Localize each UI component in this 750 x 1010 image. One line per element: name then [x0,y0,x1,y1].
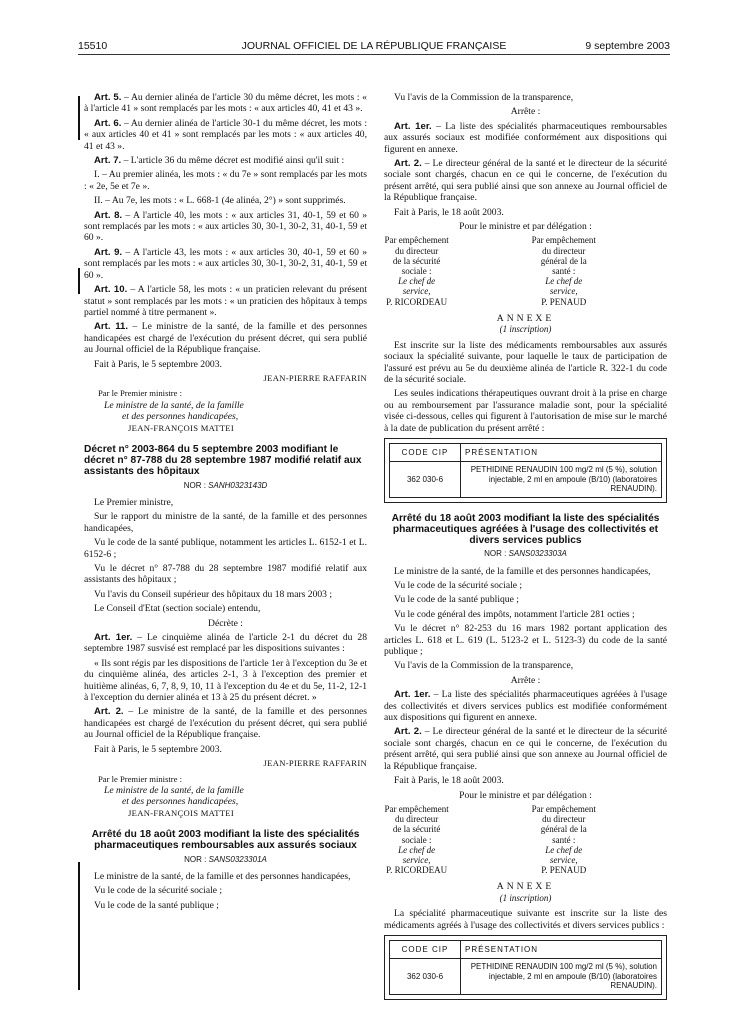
table-row [390,462,662,497]
signatory-name: P. PENAUD [541,296,587,307]
signature: JEAN-PIERRE RAFFARIN [263,758,367,769]
visa: Vu le code de la sécurité sociale ; [394,580,523,591]
article-text: – Au dernier alinéa de l'article 30 du même décret, les mots : « à l'article 41 » sont remplacés par les mots : « aux articles 40, 41 et 43 ». [84,92,367,115]
signatories [384,804,667,875]
nor-reference [84,854,367,865]
article-label: Art. 11. [94,321,129,333]
nor-label: NOR : [183,480,209,490]
visa: Le Conseil d'Etat (section sociale) entendu, [94,603,261,615]
nor-label: NOR : [184,854,209,864]
article-text: – A l'article 58, les mots : « un praticien relevant du présent statut » sont remplacés par les mots : « un praticien des hôpitaux à temps partiel nommé à titre permanent ». [84,284,367,318]
arrete-article-2 [384,726,667,772]
annexe-heading: ANNEXE [496,881,555,893]
article-label: Art. 6. [94,117,122,129]
article-text: – Le ministre de la santé, de la famille et des personnes handicapées est chargé de l'exécution du présent décret, qui sera publié au Journal officiel de la République française. [84,321,367,356]
visa: Sur le rapport du ministre de la santé, de la famille et des personnes handicapées, [84,511,367,534]
article-6 [84,118,367,152]
arrete-article-2 [384,158,667,204]
table-header: PRÉSENTATION [461,940,662,958]
right-column [384,92,667,1010]
article-label: Art. 2. [394,726,422,738]
article-label: Art. 8. [94,209,123,221]
signatory-line: du directeur général de la santé : [540,814,587,845]
fait-a-paris: Fait à Paris, le 5 septembre 2003. [94,743,222,755]
article-label: Art. 2. [394,158,422,170]
article-text: – La liste des spécialités pharmaceutiques agréées à l'usage des collectivités et divers services publics est modifiée conformément aux dispositions qui figurent en annexe. [384,689,667,724]
minister-title: et des personnes handicapées, [122,411,239,423]
decree-article-1-quote: « Ils sont régis par les dispositions de l'article 1er à l'exception du 3e et du cinquième alinéa, des articles 2-1, 3 à l'exception des premier et huitième alinéas, 6, 7, 8, 9, 10, 11 à l'exception du 4e et du 5e, 11-2, 12-1 à l'exception du dernier alinéa et 13 à 25 du présent décret. » [84,657,367,704]
article-5 [84,92,367,115]
pour-le-ministre: Pour le ministre et par délégation : [459,221,592,233]
decree-title: Décret n° 2003-864 du 5 septembre 2003 modifiant le décret n° 87-788 du 28 septembre 1987 modifié relatif aux assistants des hôpitaux [84,443,362,478]
issue-date: 9 septembre 2003 [585,40,670,52]
signatories [384,235,667,306]
arrete-label: Arrête : [510,106,541,118]
arrete-title: Arrêté du 18 août 2003 modifiant la liste des spécialités pharmaceutiques agréées à l'usage des collectivités et divers services publics [391,512,660,546]
minister-title: Le ministre de la santé, de la famille [104,784,244,796]
article-text: – L'article 36 du même décret est modifié ainsi qu'il suit : [121,155,345,167]
signatory-line: Par empêchement du directeur [384,235,449,256]
article-text: – Le directeur général de la santé et le directeur de la sécurité sociale sont chargés, chacun en ce qui le concerne, de l'exécution du présent arrêté, qui sera publié ainsi que son annexe au Journal officiel de la République française. [384,726,667,772]
par-premier-ministre: Par le Premier ministre : [98,388,183,399]
arrete-title: Arrêté du 18 août 2003 modifiant la liste des spécialités pharmaceutiques remboursables aux assurés sociaux [91,829,360,852]
article-label: Art. 2. [94,706,124,718]
margin-bar [78,862,80,990]
decree-article-2 [84,706,367,740]
signatory-line: de la sécurité sociale : [392,824,441,845]
article-text: – A l'article 40, les mots : « aux articles 31, 40-1, 59 et 60 » sont remplacés par les mots : « aux articles 30, 30-1, 30-2, 31, 40-1, 59 et 60 ». [84,209,367,244]
page-number: 15510 [78,40,108,52]
nor-reference [384,548,667,559]
inscription-count: (1 inscription) [499,324,552,335]
annexe-heading: ANNEXE [496,312,555,324]
article-text: – A l'article 43, les mots : « aux articles 30, 40-1, 59 et 60 » sont remplacés par les mots : « aux articles 30, 30-1, 30-2, 31, 40-1, 59 et 60 ». [84,246,367,281]
margin-bar [78,96,80,140]
arrete-article-1 [384,121,667,155]
article-label: Art. 1er. [394,120,432,132]
cip-code: 362 030-6 [390,462,461,497]
article-label: Art. 9. [94,246,123,258]
article-label: Art. 1er. [394,689,431,701]
signatory-right [531,804,667,875]
signatory-right [531,235,667,306]
signatory-line: Par empêchement du directeur [384,803,449,825]
signatory-left [384,235,520,306]
signatory-line: du directeur général de la santé : [540,245,587,277]
table-row [390,959,662,994]
presentation: PETHIDINE RENAUDIN 100 mg/2 ml (5 %), solution injectable, 2 ml en ampoule (B/10) (laboratoires RENAUDIN). [461,462,662,497]
visa: Vu le code de la santé publique ; [94,899,219,911]
nor-code: SANH0323143D [208,480,268,490]
signatory-name: P. PENAUD [541,865,587,876]
visa: Vu l'avis de la Commission de la transparence, [394,660,574,672]
table-header: PRÉSENTATION [461,443,662,461]
article-label: Art. 5. [94,92,122,103]
medication-table [389,940,662,995]
presentation: PETHIDINE RENAUDIN 100 mg/2 ml (5 %), solution injectable, 2 ml en ampoule (B/10) (laboratoires RENAUDIN). [461,959,662,994]
minister-title: Le ministre de la santé, de la famille [104,399,244,411]
journal-title: JOURNAL OFFICIEL DE LA RÉPUBLIQUE FRANÇAISE [241,40,507,52]
annex-paragraph: La spécialité pharmaceutique suivante est inscrite sur la liste des médicaments agréés à l'usage des collectivités et divers services publics : [384,908,667,931]
article-8 [84,210,367,244]
visa: Vu l'avis de la Commission de la transparence, [394,92,574,103]
article-label: Art. 1er. [94,632,133,644]
article-text: – Le cinquième alinéa de l'article 2-1 du décret du 28 septembre 1987 susvisé est remplacé par les dispositions suivantes : [84,632,368,655]
article-10 [84,284,367,318]
par-premier-ministre: Par le Premier ministre : [98,773,183,784]
minister-title: et des personnes handicapées, [122,796,239,808]
nor-label: NOR : [484,549,509,559]
fait-a-paris: Fait à Paris, le 5 septembre 2003. [94,358,222,370]
table-header: CODE CIP [390,443,461,461]
article-text: – Le ministre de la santé, de la famille et des personnes handicapées est chargé de l'exécution du présent décret, qui sera publié au Journal officiel de la République française. [84,706,367,741]
article-7-ii: II. – Au 7e, les mots : « L. 668-1 (4e alinéa, 2°) » sont supprimés. [94,195,346,207]
article-7-i: I. – Au premier alinéa, les mots : « du 7e » sont remplacés par les mots : « 2e, 5e et 7e ». [84,169,367,192]
nor-code: SANS0323301A [208,854,267,864]
article-7 [84,155,367,166]
visa: Vu l'avis du Conseil supérieur des hôpitaux du 18 mars 2003 ; [94,588,333,600]
signatory-name: P. RICORDEAU [386,865,448,876]
signatory-role: Le chef de service, [398,276,436,297]
table-header: CODE CIP [390,940,461,958]
signatory-line: Par empêchement [531,235,596,246]
fait-a-paris: Fait à Paris, le 18 août 2003. [394,775,504,787]
annex-paragraph: Est inscrite sur la liste des médicaments remboursables aux assurés sociaux la spécialité suivante, pour laquelle le taux de participation de l'assuré est prévu au 5e du deuxième alinéa de l'article R. 322-1 du code de la sécurité sociale. [384,339,667,385]
minister-name: JEAN-FRANÇOIS MATTEI [128,807,235,818]
premier-ministre: Le Premier ministre, [94,496,174,508]
article-label: Art. 7. [94,155,122,167]
signatory-role: Le chef de service, [398,844,436,865]
article-label: Art. 10. [94,284,128,296]
signatory-line: Par empêchement [531,803,596,814]
arrete-label: Arrête : [510,674,541,686]
signatory-name: P. RICORDEAU [386,296,448,307]
article-text: – La liste des spécialités pharmaceutiques remboursables aux assurés sociaux est modifiée conformément aux dispositions qui figurent en annexe. [384,120,667,155]
signatory-role: Le chef de service, [545,844,583,865]
decree-article-1 [84,632,367,655]
article-text: – Au dernier alinéa de l'article 30-1 du même décret, les mots : « aux articles 40 et 41 » sont remplacés par les mots : « aux articles 40, 41 et 43 ». [84,117,367,152]
pour-le-ministre: Pour le ministre et par délégation : [459,789,592,801]
inscription-count: (1 inscription) [499,892,552,903]
nor-reference [84,480,367,491]
signatory-role: Le chef de service, [545,276,583,297]
annex-paragraph: Les seules indications thérapeutiques ouvrant droit à la prise en charge ou au remboursement par l'assurance maladie sont, pour la spécialité visée ci-dessous, celles qui figurent à l'autorisation de mise sur le marché à la date de publication du présent arrêté : [384,388,667,434]
medication-table-box [384,438,667,503]
visa: Vu le code de la sécurité sociale ; [94,885,223,897]
fait-a-paris: Fait à Paris, le 18 août 2003. [394,206,504,218]
medication-table [389,443,662,498]
page-header [78,40,670,55]
visa: Le ministre de la santé, de la famille et des personnes handicapées, [94,870,351,882]
left-column [84,92,367,914]
visa: Vu le code de la santé publique ; [394,594,519,606]
signatory-left [384,804,520,875]
article-11 [84,321,367,355]
visa: Vu le code de la santé publique, notamment les articles L. 6152-1 et L. 6152-6 ; [84,537,367,560]
article-9 [84,247,367,281]
signature: JEAN-PIERRE RAFFARIN [263,372,367,383]
minister-name: JEAN-FRANÇOIS MATTEI [128,422,235,433]
nor-code: SANS0323303A [508,549,567,559]
visa: Vu le décret n° 87-788 du 28 septembre 1987 modifié relatif aux assistants des hôpitaux ; [84,563,367,586]
visa: Le ministre de la santé, de la famille et des personnes handicapées, [394,565,651,577]
cip-code: 362 030-6 [390,959,461,994]
margin-bar [78,268,80,294]
decrete: Décrète : [208,617,243,629]
visa: Vu le décret n° 82-253 du 16 mars 1982 portant application des articles L. 618 et L. 619 (L. 5123-2 et L. 5123-3) du code de la santé publique ; [384,623,667,658]
signatory-line: de la sécurité sociale : [392,255,441,277]
arrete-article-1 [384,689,667,723]
article-text: – Le directeur général de la santé et le directeur de la sécurité sociale sont chargés, chacun en ce qui le concerne, de l'exécution du présent arrêté, qui sera publié ainsi que son annexe au Journal officiel de la République française. [384,158,667,204]
visa: Vu le code général des impôts, notamment l'article 281 octies ; [394,608,635,620]
